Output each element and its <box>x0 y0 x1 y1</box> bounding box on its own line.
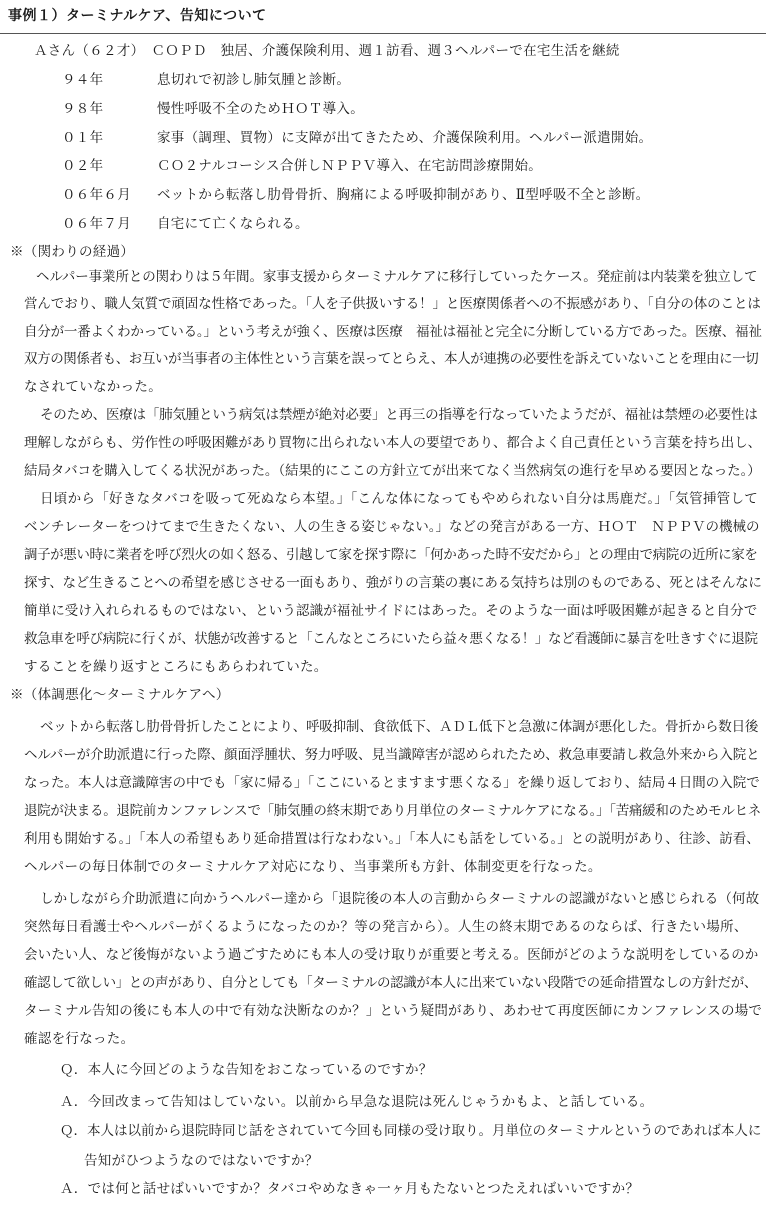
section-heading: ※（体調悪化～ターミナルケアへ） <box>10 687 230 703</box>
history-text: 自宅にて亡くなられる。 <box>157 216 309 232</box>
history-year: ０６年６月 <box>62 187 131 203</box>
history-year: ０１年 <box>62 130 104 146</box>
paragraph-line: 救急車を呼び病院に行くが、状態が改善すると「こんなところにいたら益々悪くなる！」など看護師に暴言を吐きすぐに退院 <box>24 631 758 647</box>
paragraph-line: 結局タバコを購入してくる状況があった。（結果的にここの方針立てが出来てなく当然病気の進行を早める要因となった。） <box>24 463 761 479</box>
paragraph-line: 会いたい人、など後悔がないよう過ごすためにも本人の受け取りが重要と考える。医師がどのような説明をしているのか <box>24 947 759 963</box>
qa-line: Ｑ．本人は以前から退院時同じ話をされていて今回も同様の受け取り。月単位のターミナルというのであれば本人に <box>60 1123 762 1139</box>
paragraph-line: ベットから転落し肋骨骨折したことにより、呼吸抑制、食欲低下、ＡＤＬ低下と急激に体調が悪化した。骨折から数日後 <box>40 719 759 735</box>
history-item <box>62 215 309 233</box>
paragraph-line: 調子が悪い時に業者を呼び烈火の如く怒る、引越して家を探す際に「何かあった時不安だから」との理由で病院の近所に家を <box>24 547 758 563</box>
paragraph-line: なった。本人は意識障害の中でも「家に帰る」「ここにいるとますます悪くなる」を繰り返しており、結局４日間の入院で <box>24 775 760 791</box>
paragraph-line: しかしながら介助派遣に向かうヘルパー達から「退院後の本人の言動からターミナルの認識がないと感じられる（何故 <box>40 891 760 907</box>
paragraph-line: 理解しながらも、労作性の呼吸困難があり買物に出られない本人の要望であり、都合よく自己責任という言葉を持ち出し、 <box>24 435 761 451</box>
paragraph-line: ベンチレーターをつけてまで生きたくない、人の生きる姿じゃない。」などの発言がある一方、ＨＯＴ ＮＰＰＶの機械の <box>24 519 760 535</box>
paragraph-line: なされていなかった。 <box>24 379 162 395</box>
history-text: ＣＯ２ナルコーシス合併しＮＰＰＶ導入、在宅訪問診療開始。 <box>157 158 543 174</box>
paragraph-line: 営んでおり、職人気質で頑固な性格であった。「人を子供扱いする！」と医療関係者への不振感があり、「自分の体のことは <box>24 296 761 312</box>
paragraph-line: 利用も開始する。」「本人の希望もあり延命措置は行なわない。」「本人にも話をしている。」との説明があり、往診、訪看、 <box>24 831 760 847</box>
qa-line: Ａ．今回改まって告知はしていない。以前から早急な退院は死んじゃうかもよ、と話している。 <box>60 1094 654 1110</box>
paragraph-line: 突然毎日看護士やヘルパーがくるようになったのか？等の発言から）。人生の終末期であるのならば、行きたい場所、 <box>24 919 748 935</box>
patient-summary: Ａさん（６２才） ＣＯＰＤ 独居、介護保険利用、週１訪看、週３ヘルパーで在宅生活を継続 <box>34 43 620 59</box>
paragraph-line: 確認して欲しい」との声があり、自分としても「ターミナルの認識が本人に出来ていない段階での延命措置なしの方針だが、 <box>24 975 757 991</box>
history-text: ベットから転落し肋骨骨折、胸痛による呼吸抑制があり、Ⅱ型呼吸不全と診断。 <box>157 187 650 203</box>
history-text: 家事（調理、買物）に支障が出てきたため、介護保険利用。ヘルパー派遣開始。 <box>157 130 653 146</box>
paragraph-line: 双方の関係者も、お互いが当事者の主体性という言葉を誤ってとらえ、本人が連携の必要性を訴えていないことを理由に一切 <box>24 351 759 367</box>
paragraph-line: 簡単に受け入れられるものではない、という認識が福祉サイドにはあった。そのような一面は呼吸困難が起きると自分で <box>24 603 758 619</box>
history-item <box>62 71 350 89</box>
history-item <box>62 100 364 118</box>
paragraph-line: ヘルパー事業所との関わりは５年間。家事支援からターミナルケアに移行していったケース。発症前は内装業を独立して <box>36 269 758 285</box>
case-title: 事例１）ターミナルケア、告知について <box>8 8 267 24</box>
history-year: ０２年 <box>62 158 104 174</box>
history-text: 慢性呼吸不全のためＨＯＴ導入。 <box>157 101 364 117</box>
paragraph-line: 探す、など生きることへの希望を感じさせる一面もあり、強がりの言葉の裏にある気持ちは別のものである、死とはそんなに <box>24 575 762 591</box>
history-item <box>62 157 542 175</box>
paragraph-line: 日頃から「好きなタバコを吸って死ぬなら本望。」「こんな体になってもやめられない自分は馬鹿だ。」「気管挿管して <box>40 491 759 507</box>
paragraph-line: 確認を行なった。 <box>24 1031 135 1047</box>
paragraph-line: 退院が決まる。退院前カンファレンスで「肺気腫の終末期であり月単位のターミナルケアになる。」「苦痛緩和のためモルヒネ <box>24 803 761 819</box>
history-year: ９８年 <box>62 101 104 117</box>
paragraph-line: することを繰り返すところにもあらわれていた。 <box>24 659 328 675</box>
history-year: ０６年７月 <box>62 216 131 232</box>
paragraph-line: 自分が一番よくわかっている。」という考えが強く、医療は医療 福祉は福祉と完全に分断している方であった。医療、福祉 <box>24 324 762 340</box>
title-underline <box>0 33 766 34</box>
qa-line: 告知がひつようなのではないですか？ <box>84 1153 319 1169</box>
history-text: 息切れで初診し肺気腫と診断。 <box>157 72 351 88</box>
history-item <box>62 129 652 147</box>
qa-line: Ａ．では何と話せばいいですか？タバコやめなきゃ一ヶ月もたないとつたえればいいですか？ <box>60 1181 640 1197</box>
paragraph-line: ターミナル告知の後にも本人の中で有効な決断なのか？」という疑問があり、あわせて再度医師にカンファレンスの場で <box>24 1003 763 1019</box>
history-item <box>62 186 649 204</box>
paragraph-line: ヘルパーが介助派遣に行った際、顔面浮腫状、努力呼吸、見当識障害が認められたため、救急車要請し救急外来から入院と <box>24 747 760 763</box>
paragraph-line: ヘルパーの毎日体制でのターミナルケア対応になり、当事業所も方針、体制変更を行なった。 <box>24 859 602 875</box>
section-heading: ※（関わりの経過） <box>10 244 135 260</box>
history-year: ９４年 <box>62 72 104 88</box>
qa-line: Ｑ．本人に今回どのような告知をおこなっているのですか？ <box>60 1062 433 1078</box>
paragraph-line: そのため、医療は「肺気腫という病気は禁煙が絶対必要」と再三の指導を行なっていたようだが、福祉は禁煙の必要性は <box>40 407 758 423</box>
